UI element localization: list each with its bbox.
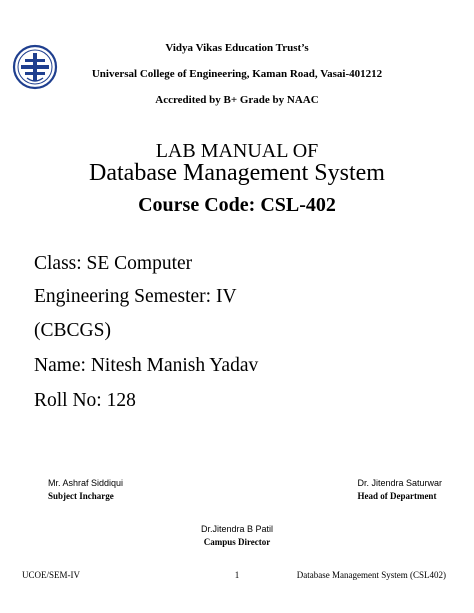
hod-role: Head of Department bbox=[357, 491, 437, 501]
course-code: Course Code: CSL-402 bbox=[138, 194, 336, 216]
student-name-line: Name: Nitesh Manish Yadav bbox=[34, 355, 259, 376]
footer-page-number: 1 bbox=[234, 570, 240, 580]
subject-incharge-signature bbox=[48, 477, 123, 503]
college-name: Universal College of Engineering, Kaman Road, Vasai-401212 bbox=[91, 68, 383, 80]
campus-director-name: Dr.Jitendra B Patil bbox=[200, 524, 274, 534]
footer-department: UCOE/SEM-IV bbox=[22, 570, 80, 580]
subject-title: Database Management System bbox=[89, 160, 385, 186]
campus-director-signature bbox=[0, 523, 474, 549]
lab-manual-heading: LAB MANUAL OF bbox=[155, 140, 319, 162]
accreditation-text: Accredited by B+ Grade by NAAC bbox=[155, 94, 319, 106]
roll-number-line: Roll No: 128 bbox=[34, 390, 136, 411]
class-line: Class: SE Computer bbox=[34, 253, 193, 274]
semester-line: Engineering Semester: IV bbox=[34, 286, 237, 307]
hod-name: Dr. Jitendra Saturwar bbox=[357, 478, 442, 488]
campus-director-role: Campus Director bbox=[203, 537, 271, 547]
subject-incharge-name: Mr. Ashraf Siddiqui bbox=[48, 478, 124, 488]
scheme-line: (CBCGS) bbox=[34, 320, 111, 341]
trust-name: Vidya Vikas Education Trust’s bbox=[165, 42, 309, 54]
subject-incharge-role: Subject Incharge bbox=[48, 491, 114, 501]
footer-course-title: Database Management System (CSL402) bbox=[296, 570, 446, 580]
hod-signature bbox=[357, 477, 442, 503]
